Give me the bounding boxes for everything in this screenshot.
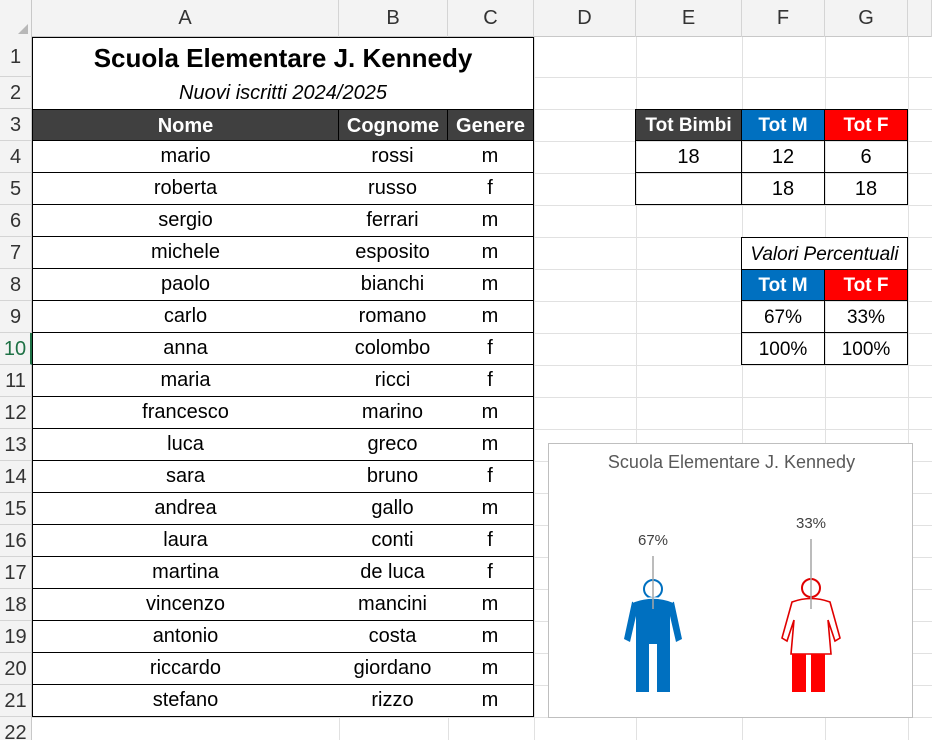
cell-genere[interactable]: m	[447, 685, 534, 717]
pct-value-m[interactable]: 67%	[741, 300, 825, 333]
column-header-g[interactable]: G	[825, 0, 908, 37]
cell-nome[interactable]: carlo	[32, 301, 339, 333]
row-header-7[interactable]: 7	[0, 237, 32, 269]
cell-genere[interactable]: m	[447, 237, 534, 269]
percentages-caption[interactable]: Valori Percentuali	[741, 237, 908, 270]
cell-cognome[interactable]: mancini	[338, 589, 448, 621]
cell-nome[interactable]: sara	[32, 461, 339, 493]
cell-cognome[interactable]: costa	[338, 621, 448, 653]
pct-header-tot-m[interactable]: Tot M	[741, 269, 825, 301]
header-tot-m[interactable]: Tot M	[741, 109, 825, 141]
table-row	[32, 525, 534, 557]
value-tot-bimbi[interactable]: 18	[635, 140, 742, 173]
cell-cognome[interactable]: gallo	[338, 493, 448, 525]
row-header-3[interactable]: 3	[0, 109, 32, 141]
row-header-2[interactable]: 2	[0, 77, 32, 109]
table-row	[32, 589, 534, 621]
row-header-22[interactable]: 22	[0, 717, 32, 740]
column-header-a[interactable]: A	[32, 0, 339, 37]
cell-cognome[interactable]: giordano	[338, 653, 448, 685]
cell-cognome[interactable]: marino	[338, 397, 448, 429]
cell-nome[interactable]: maria	[32, 365, 339, 397]
cell-genere[interactable]: m	[447, 269, 534, 301]
value-empty-cell[interactable]	[635, 172, 742, 205]
cell-nome[interactable]: vincenzo	[32, 589, 339, 621]
chart-title: Scuola Elementare J. Kennedy	[607, 452, 856, 472]
cell-nome[interactable]: stefano	[32, 685, 339, 717]
cell-cognome[interactable]: rossi	[338, 141, 448, 173]
header-cognome[interactable]: Cognome	[338, 109, 448, 141]
cell-nome[interactable]: andrea	[32, 493, 339, 525]
row-header-19[interactable]: 19	[0, 621, 32, 653]
select-all-icon	[18, 24, 28, 34]
value-tot-m-check[interactable]: 18	[741, 172, 825, 205]
cell-nome[interactable]: luca	[32, 429, 339, 461]
header-tot-f[interactable]: Tot F	[824, 109, 908, 141]
column-header-e[interactable]: E	[636, 0, 742, 37]
row-header-14[interactable]: 14	[0, 461, 32, 493]
cell-genere[interactable]: m	[447, 397, 534, 429]
cell-nome[interactable]: martina	[32, 557, 339, 589]
column-header-extra[interactable]	[908, 0, 932, 37]
table-row	[32, 621, 534, 653]
pct-value-f[interactable]: 33%	[824, 300, 908, 333]
value-tot-m[interactable]: 12	[741, 140, 825, 173]
row-header-20[interactable]: 20	[0, 653, 32, 685]
row-header-1[interactable]: 1	[0, 37, 32, 77]
row-header-9[interactable]: 9	[0, 301, 32, 333]
cell-genere[interactable]: m	[447, 621, 534, 653]
pct-full-f[interactable]: 100%	[824, 332, 908, 365]
row-header-18[interactable]: 18	[0, 589, 32, 621]
cell-cognome[interactable]: bruno	[338, 461, 448, 493]
table-row	[32, 557, 534, 589]
cell-cognome[interactable]: esposito	[338, 237, 448, 269]
value-tot-f-check[interactable]: 18	[824, 172, 908, 205]
cell-genere[interactable]: m	[447, 205, 534, 237]
cell-nome[interactable]: anna	[32, 333, 339, 365]
cell-cognome[interactable]: ferrari	[338, 205, 448, 237]
cell-genere[interactable]: m	[447, 653, 534, 685]
table-row	[32, 493, 534, 525]
cell-nome[interactable]: laura	[32, 525, 339, 557]
row-header-5[interactable]: 5	[0, 173, 32, 205]
column-header-f[interactable]: F	[742, 0, 825, 37]
row-header-21[interactable]: 21	[0, 685, 32, 717]
cell-nome[interactable]: riccardo	[32, 653, 339, 685]
cell-genere[interactable]: f	[447, 525, 534, 557]
gender-chart[interactable]	[548, 443, 913, 718]
cell-nome[interactable]: mario	[32, 141, 339, 173]
cell-cognome[interactable]: russo	[338, 173, 448, 205]
cell-genere[interactable]: f	[447, 333, 534, 365]
column-header-b[interactable]: B	[339, 0, 448, 37]
cell-nome[interactable]: francesco	[32, 397, 339, 429]
row-header-4[interactable]: 4	[0, 141, 32, 173]
cell-nome[interactable]: antonio	[32, 621, 339, 653]
cell-cognome[interactable]: conti	[338, 525, 448, 557]
table-row	[32, 173, 534, 205]
cell-genere[interactable]: f	[447, 461, 534, 493]
cell-cognome[interactable]: colombo	[338, 333, 448, 365]
cell-nome[interactable]: michele	[32, 237, 339, 269]
table-row	[32, 461, 534, 493]
cell-cognome[interactable]: rizzo	[338, 685, 448, 717]
table-row	[32, 429, 534, 461]
table-row	[32, 269, 534, 301]
table-row	[32, 333, 534, 365]
select-all-corner[interactable]	[0, 0, 32, 37]
value-tot-f[interactable]: 6	[824, 140, 908, 173]
chart-label-male: 67%	[637, 532, 669, 549]
cell-cognome[interactable]: greco	[338, 429, 448, 461]
column-header-d[interactable]: D	[534, 0, 636, 37]
table-row	[32, 205, 534, 237]
header-genere[interactable]: Genere	[447, 109, 534, 141]
row-header-6[interactable]: 6	[0, 205, 32, 237]
cell-cognome[interactable]: de luca	[338, 557, 448, 589]
gridline	[534, 37, 535, 740]
cell-genere[interactable]: m	[447, 301, 534, 333]
table-row	[32, 237, 534, 269]
table-row	[32, 397, 534, 429]
cell-genere[interactable]: m	[447, 429, 534, 461]
cell-cognome[interactable]: romano	[338, 301, 448, 333]
row-header-8[interactable]: 8	[0, 269, 32, 301]
chart-label-female: 33%	[795, 515, 827, 532]
cell-nome[interactable]: roberta	[32, 173, 339, 205]
table-row	[32, 365, 534, 397]
cell-genere[interactable]: f	[447, 173, 534, 205]
cell-genere[interactable]: f	[447, 365, 534, 397]
cell-genere[interactable]: m	[447, 493, 534, 525]
cell-nome[interactable]: sergio	[32, 205, 339, 237]
cell-cognome[interactable]: bianchi	[338, 269, 448, 301]
pct-header-tot-f[interactable]: Tot F	[824, 269, 908, 301]
row-header-11[interactable]: 11	[0, 365, 32, 397]
header-tot-bimbi[interactable]: Tot Bimbi	[635, 109, 742, 141]
row-header-17[interactable]: 17	[0, 557, 32, 589]
sheet-subtitle[interactable]: Nuovi iscritti 2024/2025	[32, 77, 534, 109]
table-row	[32, 141, 534, 173]
table-row	[32, 685, 534, 717]
cell-nome[interactable]: paolo	[32, 269, 339, 301]
row-header-13[interactable]: 13	[0, 429, 32, 461]
sheet-title[interactable]: Scuola Elementare J. Kennedy	[32, 37, 534, 77]
cell-genere[interactable]: f	[447, 557, 534, 589]
pct-full-m[interactable]: 100%	[741, 332, 825, 365]
chart-plot	[549, 444, 914, 719]
row-header-16[interactable]: 16	[0, 525, 32, 557]
row-header-15[interactable]: 15	[0, 493, 32, 525]
column-header-c[interactable]: C	[448, 0, 534, 37]
row-header-10[interactable]: 10	[0, 333, 32, 365]
cell-cognome[interactable]: ricci	[338, 365, 448, 397]
cell-genere[interactable]: m	[447, 589, 534, 621]
cell-genere[interactable]: m	[447, 141, 534, 173]
header-nome[interactable]: Nome	[32, 109, 339, 141]
row-header-12[interactable]: 12	[0, 397, 32, 429]
table-row	[32, 301, 534, 333]
table-row	[32, 653, 534, 685]
